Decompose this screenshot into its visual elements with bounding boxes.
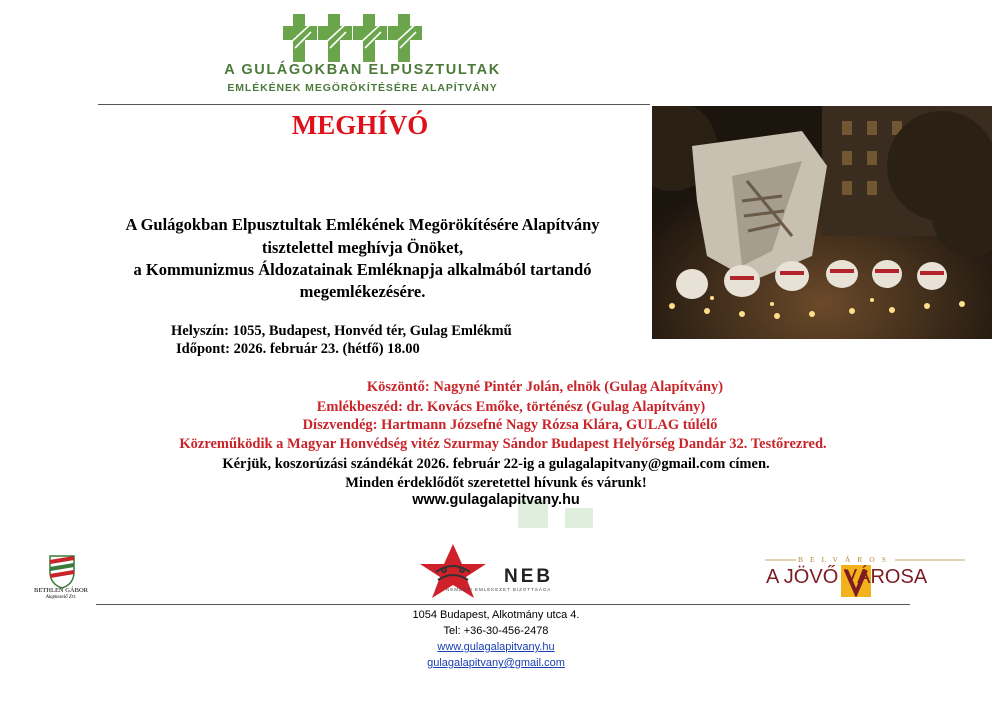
- event-time: Időpont: 2026. február 23. (hétfő) 18.00: [176, 341, 420, 357]
- neb-subtitle: NEMZETI EMLÉKEZET BIZOTTSÁGA: [446, 587, 552, 592]
- footer-email-link[interactable]: gulagalapitvany@gmail.com: [427, 657, 565, 669]
- footer-divider: [96, 604, 910, 605]
- header-divider: [98, 104, 650, 105]
- footer-address: 1054 Budapest, Alkotmány utca 4.: [412, 609, 580, 621]
- belvaros-label: BELVÁROS: [798, 555, 893, 564]
- bethlen-name: BETHLEN GÁBOR: [34, 587, 88, 594]
- neb-logo-text: NEB: [504, 566, 554, 587]
- program-line: Díszvendég: Hartmann Józsefné Nagy Rózsa Klára, GULAG túlélő: [302, 417, 718, 433]
- memorial-photo: [652, 106, 992, 339]
- website-link[interactable]: www.gulagalapitvany.hu: [412, 492, 580, 508]
- org-logo-crosses-icon: [283, 14, 438, 62]
- intro-line: megemlékezésére.: [299, 282, 426, 301]
- org-name-line2: EMLÉKÉNEK MEGÖRÖKÍTÉSÉRE ALAPÍTVÁNY: [227, 82, 498, 94]
- intro-line: A Gulágokban Elpusztultak Emlékének Megörökítésére Alapítvány: [125, 215, 600, 234]
- intro-line: tisztelettel meghívja Önöket,: [261, 238, 464, 257]
- event-location: Helyszín: 1055, Budapest, Honvéd tér, Gulag Emlékmű: [171, 323, 512, 339]
- intro-line: a Kommunizmus Áldozatainak Emléknapja alkalmából tartandó: [133, 260, 592, 279]
- org-name-line1: A GULÁGOKBAN ELPUSZTULTAK: [224, 62, 501, 78]
- jovo-varosa-text: A JÖVŐ VÁROSA: [766, 566, 928, 588]
- page-title: MEGHÍVÓ: [291, 110, 429, 140]
- program-line: Minden érdeklődőt szeretettel hívunk és várunk!: [345, 475, 647, 491]
- program-line: Emlékbeszéd: dr. Kovács Emőke, történész (Gulag Alapítvány): [316, 399, 706, 415]
- program-line: Közreműködik a Magyar Honvédség vitéz Szurmay Sándor Budapest Helyőrség Dandár 32. Testőrezred.: [179, 436, 827, 452]
- footer-website-link[interactable]: www.gulagalapitvany.hu: [437, 641, 555, 653]
- footer-phone: Tel: +36-30-456-2478: [443, 625, 549, 637]
- bethlen-subtitle: Alapkezelő Zrt.: [45, 595, 77, 600]
- program-line: Kérjük, koszorúzási szándékát 2026. február 22-ig a gulagalapitvany@gmail.com címen.: [222, 456, 770, 472]
- watermark-mark: [565, 508, 593, 528]
- program-line: Köszöntő: Nagyné Pintér Jolán, elnök (Gulag Alapítvány): [366, 379, 724, 395]
